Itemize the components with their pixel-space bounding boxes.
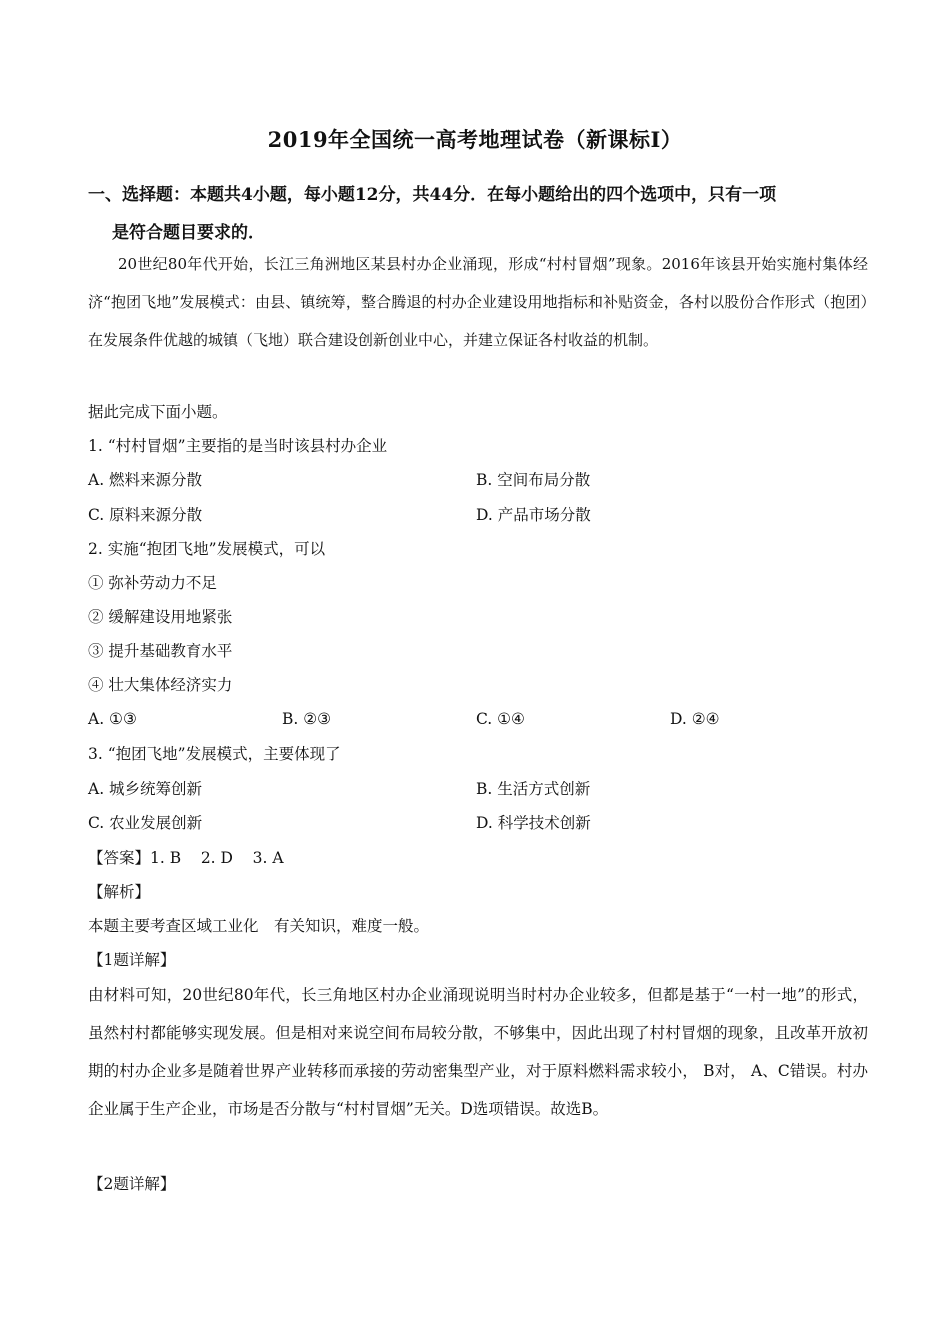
q1-option-a: A. 燃料来源分散: [88, 471, 203, 489]
page-title: 2019年全国统一高考地理试卷（新课标Ⅰ）: [267, 127, 683, 152]
q2-statement-3: ③ 提升基础教育水平: [88, 642, 233, 660]
q2-statement-2: ② 缓解建设用地紧张: [88, 608, 233, 626]
question-3-stem: 3. “抱团飞地”发展模式，主要体现了: [88, 745, 341, 763]
section-heading: [88, 176, 868, 252]
q2-option-a: A. ①③: [88, 710, 137, 728]
section-heading-line1: 一、选择题：本题共4小题，每小题12分，共44分．在每小题给出的四个选项中，只有一项: [88, 185, 777, 205]
instruction: 据此完成下面小题。: [88, 403, 228, 421]
q2-statement-4: ④ 壮大集体经济实力: [88, 676, 233, 694]
q2-statement-1: ① 弥补劳动力不足: [88, 574, 217, 592]
q2-option-c: C. ①④: [476, 710, 525, 728]
q1-option-b: B. 空间布局分散: [476, 471, 591, 489]
q3-option-c: C. 农业发展创新: [88, 814, 203, 832]
q3-option-a: A. 城乡统筹创新: [88, 780, 203, 798]
detail-2-label: 【2题详解】: [88, 1175, 176, 1193]
material-paragraph: 20世纪80年代开始，长江三角洲地区某县村办企业涌现，形成“村村冒烟”现象。2016年该县开始实施村集体经济“抱团飞地”发展模式：由县、镇统筹，整合腾退的村办企业建设用地指标和补贴资金，各村以股份合作形式（抱团）在发展条件优越的城镇（飞地）联合建设创新创业中心，并建立保证各村收益的机制。: [88, 255, 868, 349]
q2-option-b: B. ②③: [282, 710, 332, 728]
detail-1-text: 由材料可知，20世纪80年代，长三角地区村办企业涌现说明当时村办企业较多，但都是基于“一村一地”的形式，虽然村村都能够实现发展。但是相对来说空间布局较分散，不够集中，因此出现了村村冒烟的现象，且改革开放初期的村办企业多是随着世界产业转移而承接的劳动密集型产业，对于原料燃料需求较小， B对， A、C错误。村办企业属于生产企业，市场是否分散与“村村冒烟”无关。D选项错误。故选B。: [88, 986, 868, 1118]
answer-line: 【答案】1. B 2. D 3. A: [88, 849, 284, 867]
analysis-intro: 本题主要考查区域工业化 有关知识，难度一般。: [88, 917, 430, 935]
q3-option-b: B. 生活方式创新: [476, 780, 591, 798]
q3-option-d: D. 科学技术创新: [476, 814, 591, 832]
question-2-stem: 2. 实施“抱团飞地”发展模式，可以: [88, 540, 326, 558]
q1-option-d: D. 产品市场分散: [476, 506, 591, 524]
section-heading-line2: 是符合题目要求的．: [112, 223, 265, 243]
q2-option-d: D. ②④: [670, 710, 720, 728]
question-1-stem: 1. “村村冒烟”主要指的是当时该县村办企业: [88, 437, 388, 455]
detail-1-label: 【1题详解】: [88, 951, 176, 969]
q1-option-c: C. 原料来源分散: [88, 506, 203, 524]
analysis-label: 【解析】: [88, 883, 151, 901]
